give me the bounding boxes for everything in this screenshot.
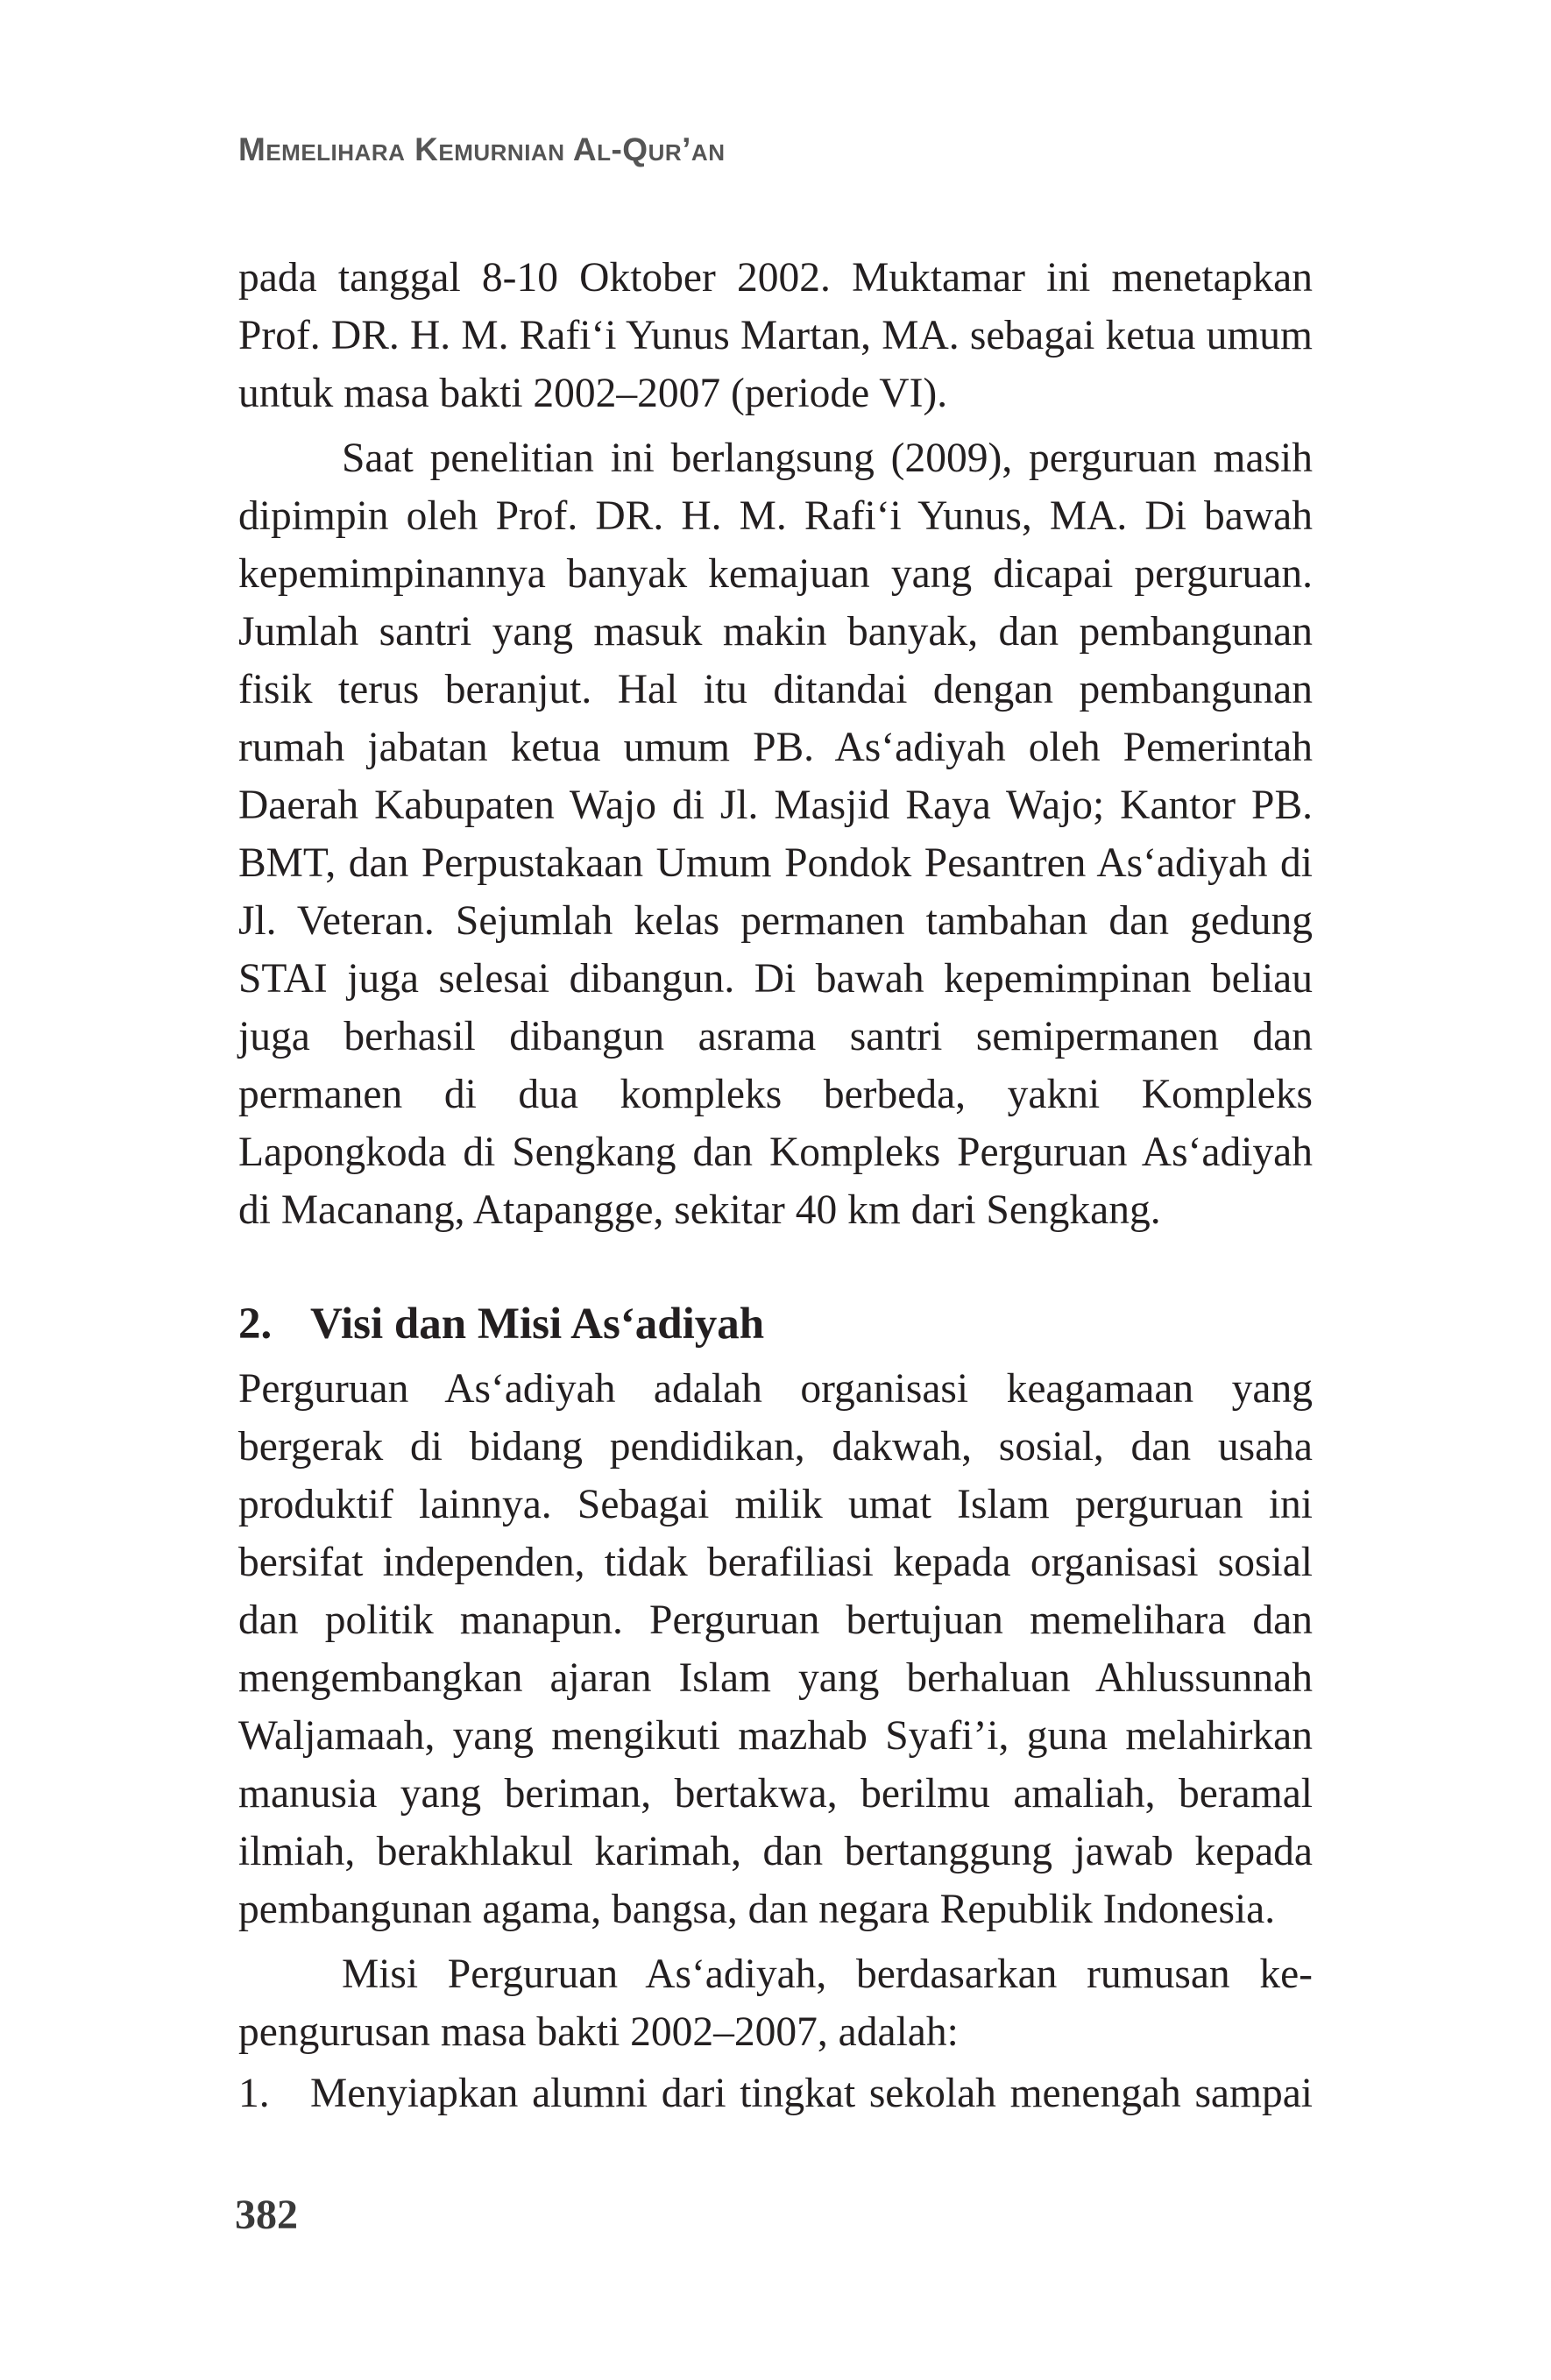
section-title: Visi dan Misi As‘adiyah (310, 1300, 765, 1349)
paragraph-mission-intro: Misi Perguruan As‘adiyah, berdasarkan rumusan kepengurusan masa bakti 2002–2007, adalah: (238, 1951, 1313, 2055)
body-text (238, 249, 1313, 2122)
page-number: 382 (235, 2192, 298, 2238)
paragraph-vision: Perguruan As‘adiyah adalah organisasi keagamaan yang bergerak di bidang pendidikan, dakwah, sosial, dan usaha produktif lainnya. Sebagai milik umat Islam perguruan ini bersifat independen, tidak berafiliasi kepada organisasi sosial dan politik manapun. Perguruan bertujuan memelihara dan mengembangkan ajaran Islam yang berhaluan Ahlussunnah Waljamaah, yang mengikuti mazhab Syafi’i, guna melahirkan manusia yang beriman, bertakwa, berilmu amaliah, beramal ilmiah, berakhlakul karimah, dan bertanggung jawab kepada pembangunan agama, bangsa, dan negara Republik Indonesia. (238, 1366, 1313, 1932)
running-header: Memelihara Kemurnian Al-Qur’an (238, 131, 726, 167)
list-item-text: Menyiapkan alumni dari tingkat sekolah menengah sampai (310, 2071, 1313, 2116)
section-number: 2. (238, 1300, 273, 1349)
paragraph-leadership: Saat penelitian ini berlangsung (2009), perguruan masih dipimpin oleh Prof. DR. H. M. Rafi‘i Yunus, MA. Di bawah kepemimpinannya banyak kemajuan yang dicapai perguruan. Jumlah santri yang masuk makin banyak, dan pembangunan fisik terus beranjut. Hal itu ditandai dengan pembangunan rumah jabatan ketua umum PB. As‘adiyah oleh Pemerintah Daerah Kabupaten Wajo di Jl. Masjid Raya Wajo; Kantor PB. BMT, dan Perpustakaan Umum Pondok Pesantren As‘adiyah di Jl. Veteran. Sejumlah kelas permanen tambahan dan gedung STAI juga selesai dibangun. Di bawah kepemimpinan beliau juga berhasil dibangun asrama santri semipermanen dan permanen di dua kompleks berbeda, yakni Kompleks Lapongkoda di Sengkang dan Kompleks Perguruan As‘adiyah di Macanang, Atapangge, sekitar 40 km dari Sengkang. (238, 436, 1313, 1233)
paragraph-continuation: pada tanggal 8-10 Oktober 2002. Muktamar ini menetapkan Prof. DR. H. M. Rafi‘i Yunus Martan, MA. sebagai ketua umum untuk masa bakti 2002–2007 (periode VI). (238, 255, 1313, 416)
list-item (238, 2065, 1313, 2122)
section-heading (238, 1295, 1313, 1353)
list-item-marker: 1. (238, 2071, 270, 2116)
